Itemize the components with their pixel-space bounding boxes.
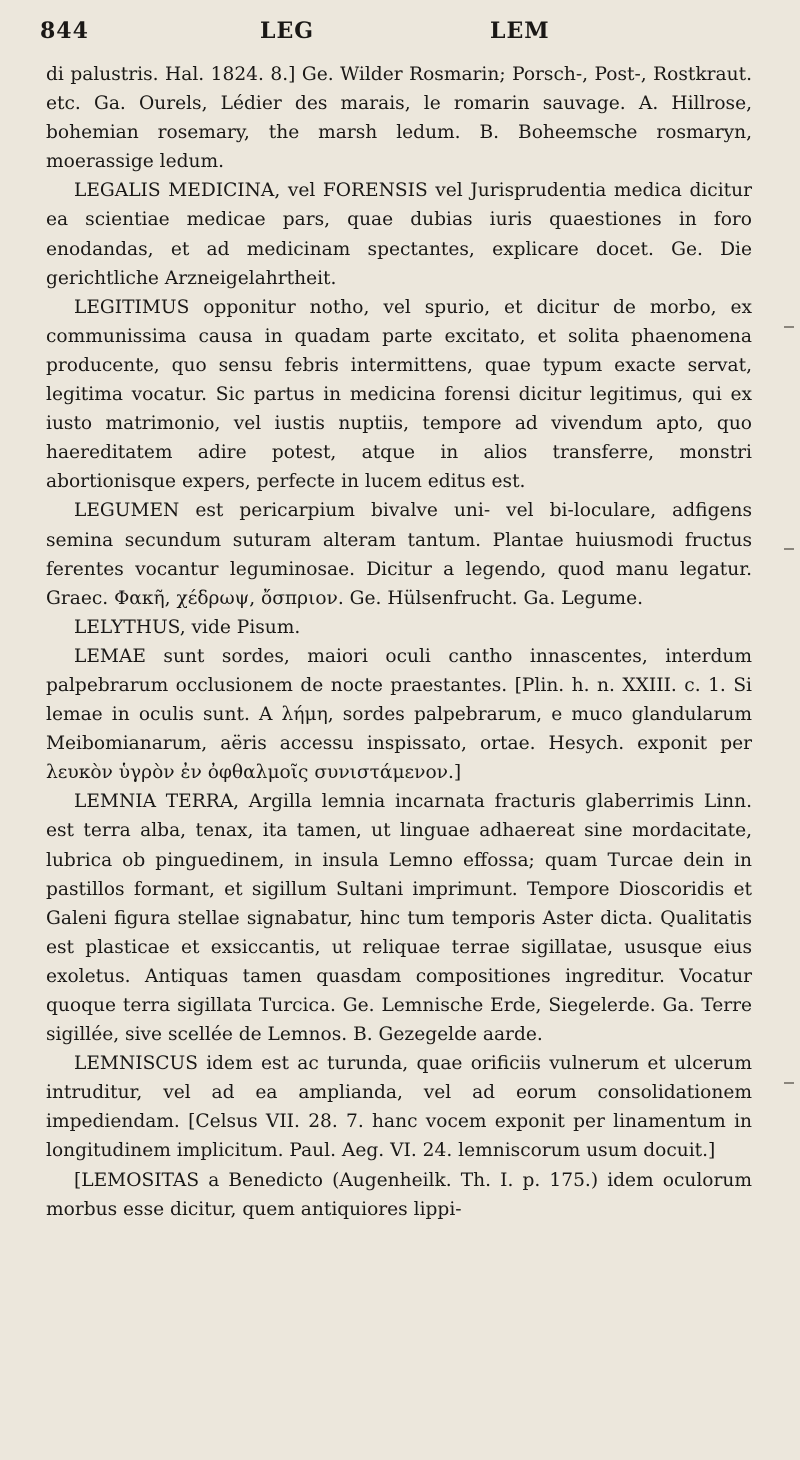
entry-ledum-continuation: di palustris. Hal. 1824. 8.] Ge. Wilder Rosmarin; Porsch-, Post-, Rostkraut. etc. Ga. Ourels, Lédier des marais, le romarin sauvage. A. Hillrose, bohemian rosemary, the marsh ledum. B. Boheemsche rosmaryn, moerassige ledum. (46, 64, 752, 173)
page-number: 844 (40, 18, 89, 44)
margin-mark (784, 1082, 794, 1084)
entry-legalis-medicina: LEGALIS MEDICINA, vel FORENSIS vel Jurisprudentia medica dicitur ea scientiae medicae pars, quae dubias iuris quaestiones in foro enodandas, et ad medicinam spectantes, explicare docet. Ge. Die gerichtliche Arzneigelahrtheit. (46, 180, 752, 289)
entry-text (46, 60, 752, 1224)
margin-mark (784, 326, 794, 328)
entry-lemae: LEMAE sunt sordes, maiori oculi cantho innascentes, interdum palpebrarum occlusionem de nocte praestantes. [Plin. h. n. XXIII. c. 1. Si lemae in oculis sunt. A λήμη, sordes palpebrarum, e muco glandularum Meibomianarum, aëris accessu inspissato, ortae. Hesych. exponit per λευκὸν ὑγρὸν ἐν ὀφθαλμοῖς συνιστάμενον.] (46, 645, 752, 784)
margin-mark (784, 548, 794, 550)
entry-legumen: LEGUMEN est pericarpium bivalve uni- vel bi-loculare, adfigens semina secundum suturam alteram tantum. Plantae huiusmodi fructus ferentes vocantur leguminosae. Dicitur a legendo, quod manu legatur. Graec. Φακῆ, χέδρωψ, ὄσπριον. Ge. Hülsenfrucht. Ga. Legume. (46, 500, 752, 609)
entry-lemniscus: LEMNISCUS idem est ac turunda, quae orificiis vulnerum et ulcerum intruditur, vel ad ea amplianda, vel ad eorum consolidationem impediendam. [Celsus VII. 28. 7. hanc vocem exponit per linamentum in longitudinem implicitum. Paul. Aeg. VI. 24. lemniscorum usum docuit.] (46, 1053, 752, 1162)
running-head-left: LEG (260, 18, 315, 44)
entry-lemositas: [LEMOSITAS a Benedicto (Augenheilk. Th. I. p. 175.) idem oculorum morbus esse dicitur, quem antiquiores lippi- (46, 1169, 752, 1220)
running-head-right: LEM (490, 18, 550, 44)
entry-legitimus: LEGITIMUS opponitur notho, vel spurio, et dicitur de morbo, ex communissima causa in quadam parte excitato, et solita phaenomena producente, quo sensu febris intermittens, quae typum exacte servat, legitima vocatur. Sic partus in medicina forensi dicitur legitimus, qui ex iusto matrimonio, vel iustis nuptiis, tempore ad vivendum apto, quo haereditatem adire potest, atque in alios transferre, monstri abortionisque expers, perfecte in lucem editus est. (46, 296, 752, 493)
entry-lelythus: LELYTHUS, vide Pisum. (74, 616, 301, 638)
running-header (40, 18, 760, 50)
entry-lemnia-terra: LEMNIA TERRA, Argilla lemnia incarnata fracturis glaberrimis Linn. est terra alba, tenax, ita tamen, ut linguae adhaereat sine mordacitate, lubrica ob pinguedinem, in insula Lemno effossa; quam Turcae dein in pastillos formant, et sigillum Sultani imprimunt. Tempore Dioscoridis et Galeni figura stellae signabatur, hinc tum temporis Aster dicta. Qualitatis est plasticae et exsiccantis, ut reliquae terrae sigillatae, ususque eius exoletus. Antiquas tamen quasdam compositiones ingreditur. Vocatur quoque terra sigillata Turcica. Ge. Lemnische Erde, Siegelerde. Ga. Terre sigillée, sive scellée de Lemnos. B. Gezegelde aarde. (46, 791, 752, 1046)
